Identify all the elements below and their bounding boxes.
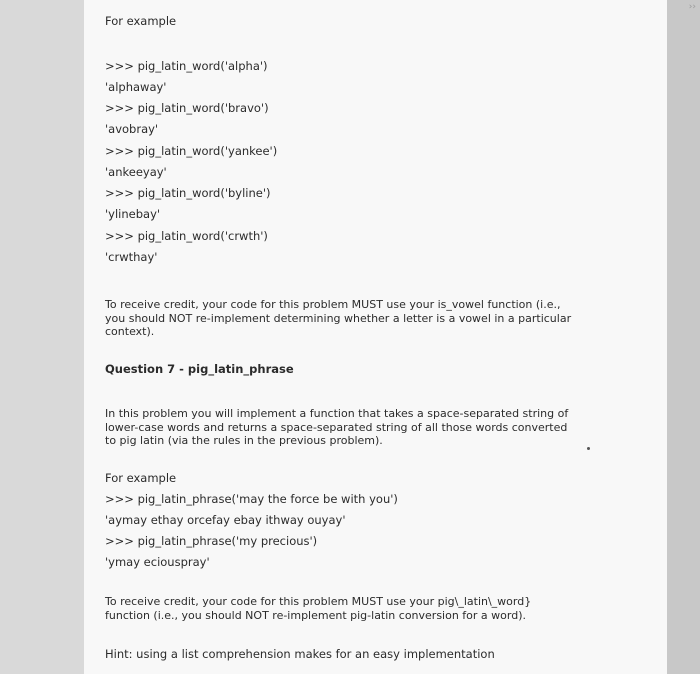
code-output: 'alphaway' (105, 80, 167, 94)
example-heading: For example (105, 471, 177, 485)
question-title: Question 7 - pig_latin_phrase (105, 362, 294, 376)
code-line: >>> pig_latin_phrase('may the force be with you') (105, 492, 398, 506)
code-output: 'ymay eciouspray' (105, 555, 210, 569)
code-output: 'ylinebay' (105, 207, 161, 221)
code-line: >>> pig_latin_word('crwth') (105, 229, 268, 243)
credit-note: To receive credit, your code for this problem MUST use your is_vowel function (i.e., you should NOT re-implement determining whether a letter is a vowel in a particular context). (105, 298, 572, 338)
question-description: In this problem you will implement a function that takes a space-separated string of lower-case words and returns a space-separated string of all those words converted to pig latin (via the rules in the previous problem). (105, 407, 569, 447)
credit-note: To receive credit, your code for this problem MUST use your pig\_latin\_word} function (i.e., you should NOT re-implement pig-latin conversion for a word). (105, 595, 532, 622)
code-line: >>> pig_latin_word('byline') (105, 186, 271, 200)
code-output: 'ankeeyay' (105, 165, 167, 179)
code-output: 'aymay ethay orcefay ebay ithway ouyay' (105, 513, 346, 527)
code-line: >>> pig_latin_word('yankee') (105, 144, 278, 158)
code-line: >>> pig_latin_phrase('my precious') (105, 534, 318, 548)
code-output: 'avobray' (105, 122, 159, 136)
stray-dot (587, 447, 590, 450)
page-edge (667, 0, 700, 674)
code-line: >>> pig_latin_word('alpha') (105, 59, 268, 73)
code-output: 'crwthay' (105, 250, 158, 264)
corner-mark: ›› (688, 2, 696, 12)
code-line: >>> pig_latin_word('bravo') (105, 101, 269, 115)
example-heading: For example (105, 14, 177, 28)
hint-text: Hint: using a list comprehension makes for an easy implementation (105, 647, 495, 661)
